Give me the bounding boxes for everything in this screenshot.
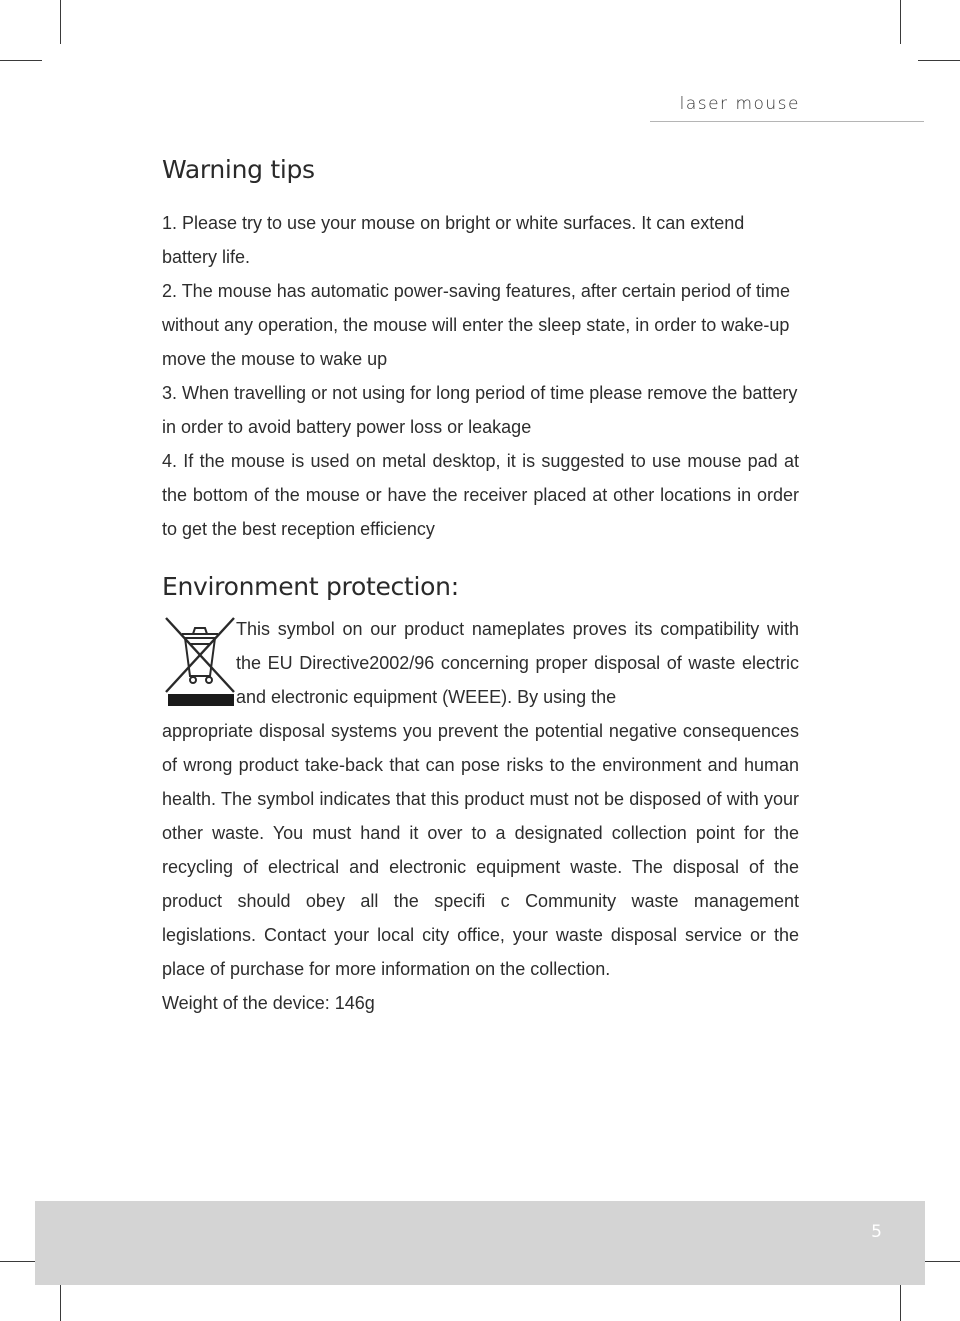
running-head: laser mouse <box>679 94 800 114</box>
crop-mark <box>0 60 42 61</box>
footer-band <box>35 1201 925 1285</box>
warning-item: 3. When travelling or not using for long period of time please remove the battery in order to avoid battery power loss or leakage <box>162 383 798 437</box>
page-number: 5 <box>871 1222 882 1242</box>
header-rule <box>650 121 924 122</box>
warning-heading: Warning tips <box>162 155 315 184</box>
environment-heading: Environment protection: <box>162 572 459 601</box>
crossed-out-wheelie-bin-icon <box>160 614 240 710</box>
crop-mark <box>918 60 960 61</box>
warning-list <box>162 206 799 546</box>
environment-body-text: appropriate disposal systems you prevent the potential negative consequences of wrong product take-back that can pose risks to the environment and human health. The symbol indicates that this product must not be disposed of with your other waste. You must hand it over to a designated collection point for the recycling of electrical and electronic equipment waste. The disposal of the product should obey all the specifi c Community waste management legislations. Contact your local city office, your waste disposal service or the place of purchase for more information on the collection. <box>162 721 799 979</box>
crop-mark <box>900 0 901 44</box>
crop-mark <box>60 0 61 44</box>
warning-item: 2. The mouse has automatic power-saving features, after certain period of time without any operation, the mouse will enter the sleep state, in order to wake-up move the mouse to wake up <box>162 281 790 369</box>
warning-item: 1. Please try to use your mouse on bright or white surfaces. It can extend battery life. <box>162 213 745 267</box>
warning-item: 4. If the mouse is used on metal desktop, it is suggested to use mouse pad at the bottom of the mouse or have the receiver placed at other locations in order to get the best reception efficiency <box>162 451 799 539</box>
device-weight: Weight of the device: 146g <box>162 993 375 1013</box>
environment-body <box>162 714 799 1020</box>
weee-intro-text: This symbol on our product nameplates proves its compatibility with the EU Directive2002/96 concerning proper disposal of waste electric and electronic equipment (WEEE). By using the <box>236 619 799 707</box>
